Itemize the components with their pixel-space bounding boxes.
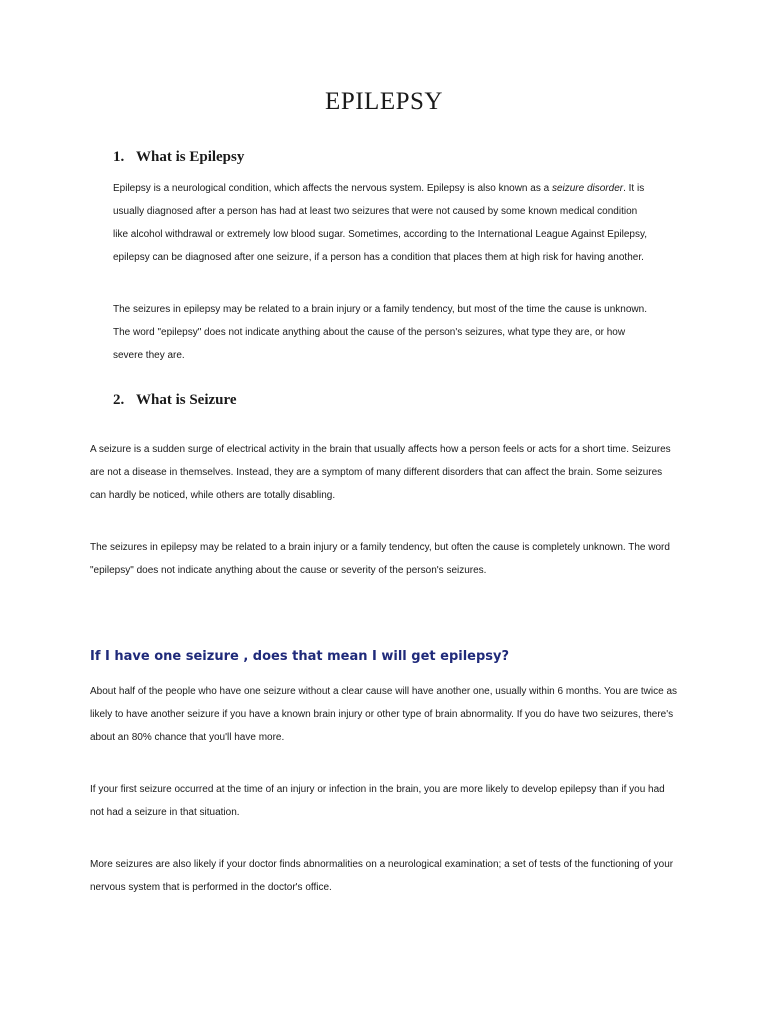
injury-infection-paragraph: If your first seizure occurred at the time of an injury or infection in the brain, you are more likely to develop epilepsy than if you had not had a seizure in that situation. (90, 784, 665, 818)
section-heading-what-is-seizure (113, 392, 237, 409)
section-number: 1. (113, 149, 125, 165)
one-seizure-question-heading: If I have one seizure , does that mean I will get epilepsy? (90, 649, 510, 664)
document-title: EPILEPSY (325, 88, 443, 115)
neurological-exam-paragraph: More seizures are also likely if your doctor finds abnormalities on a neurological examination; a set of tests of the functioning of your nervous system that is performed in the doctor's office. (90, 859, 674, 893)
section-heading-text: What is Seizure (136, 392, 237, 408)
section-heading-text: What is Epilepsy (136, 149, 245, 165)
seizure-disorder-term: seizure disorder (551, 183, 624, 194)
section-heading-what-is-epilepsy (113, 149, 244, 166)
seizure-cause-paragraph: The seizures in epilepsy may be related to a brain injury or a family tendency, but often the cause is completely unknown. The word "epilepsy" does not indicate anything about the cause or severity of the person's seizures. (90, 542, 670, 576)
epilepsy-cause-paragraph: The seizures in epilepsy may be related to a brain injury or a family tendency, but most of the time the cause is unknown. The word "epilepsy" does not indicate anything about the cause of the person's seizures, what type they are, or how severe they are. (113, 304, 647, 361)
epilepsy-definition-paragraph: Epilepsy is a neurological condition, which affects the nervous system. Epilepsy is also known as a seizure disorder. It is usually diagnosed after a person has had at least two seizures that were not caused by some known medical condition like alcohol withdrawal or extremely low blood sugar. Sometimes, according to the International League Against Epilepsy, epilepsy can be diagnosed after one seizure, if a person has a condition that places them at high risk for having another. (113, 183, 647, 263)
section-number: 2. (113, 392, 125, 408)
recurrence-paragraph: About half of the people who have one seizure without a clear cause will have another one, usually within 6 months. You are twice as likely to have another seizure if you have a known brain injury or other type of brain abnormality. If you do have two seizures, there's about an 80% chance that you'll have more. (90, 686, 678, 743)
seizure-definition-paragraph: A seizure is a sudden surge of electrical activity in the brain that usually affects how a person feels or acts for a short time. Seizures are not a disease in themselves. Instead, they are a symptom of many different disorders that can affect the brain. Some seizures can hardly be noticed, while others are totally disabling. (90, 444, 671, 501)
